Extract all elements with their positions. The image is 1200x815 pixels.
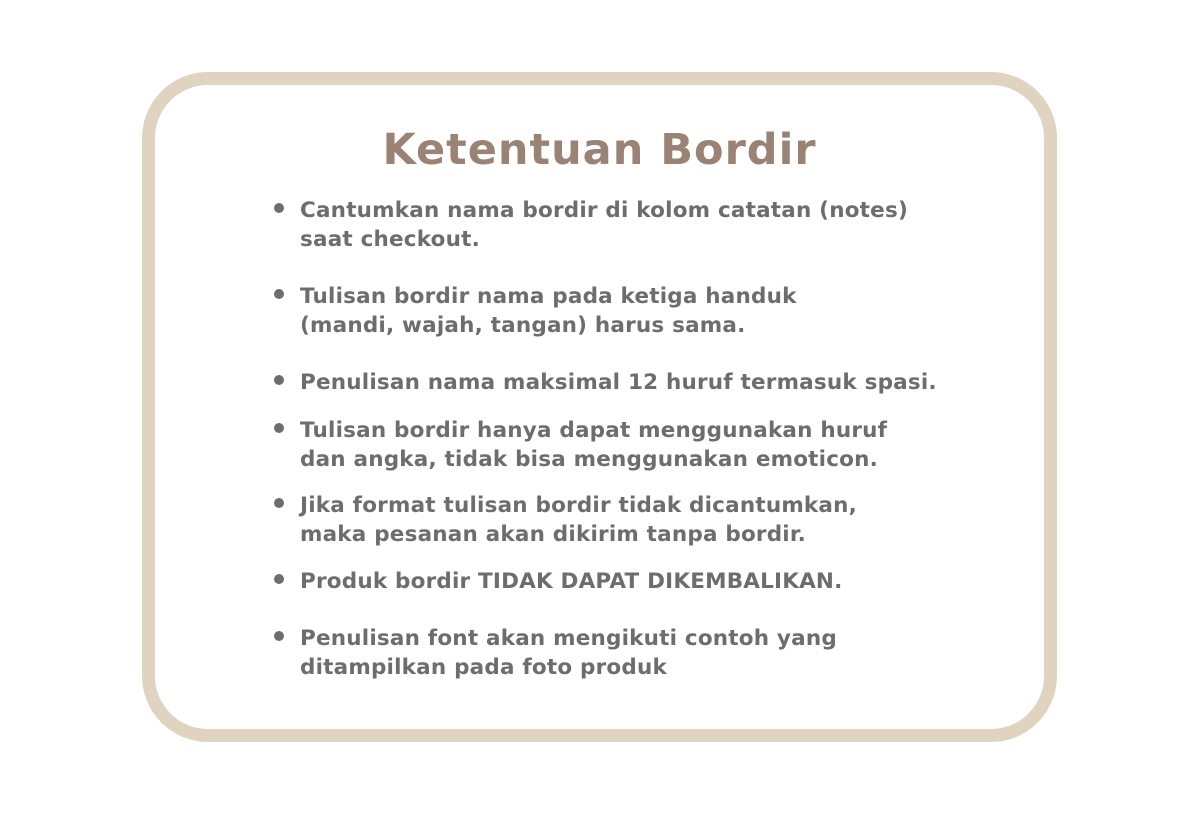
rule-text: Tulisan bordir nama pada ketiga handuk (mandi, wajah, tangan) harus sama.: [300, 284, 797, 338]
bullet-icon: [274, 631, 284, 641]
card-title: Ketentuan Bordir: [382, 125, 817, 175]
bullet-icon: [274, 289, 284, 299]
bullet-icon: [274, 203, 284, 213]
rule-text: Penulisan font akan mengikuti contoh yang ditampilkan pada foto produk: [300, 626, 837, 680]
rule-text: Tulisan bordir hanya dapat menggunakan huruf dan angka, tidak bisa menggunakan emoticon.: [300, 418, 888, 472]
bullet-icon: [274, 423, 284, 433]
rule-text: Penulisan nama maksimal 12 huruf termasuk spasi.: [300, 370, 937, 395]
rule-text: Jika format tulisan bordir tidak dicantumkan, maka pesanan akan dikirim tanpa bordir.: [300, 493, 858, 547]
rules-list: [155, 85, 1044, 729]
rule-text: Cantumkan nama bordir di kolom catatan (notes) saat checkout.: [300, 198, 908, 252]
rules-card: [142, 72, 1057, 742]
bullet-icon: [274, 574, 284, 584]
bullet-icon: [274, 375, 284, 385]
bullet-icon: [274, 498, 284, 508]
rule-text: Produk bordir TIDAK DAPAT DIKEMBALIKAN.: [300, 569, 843, 594]
